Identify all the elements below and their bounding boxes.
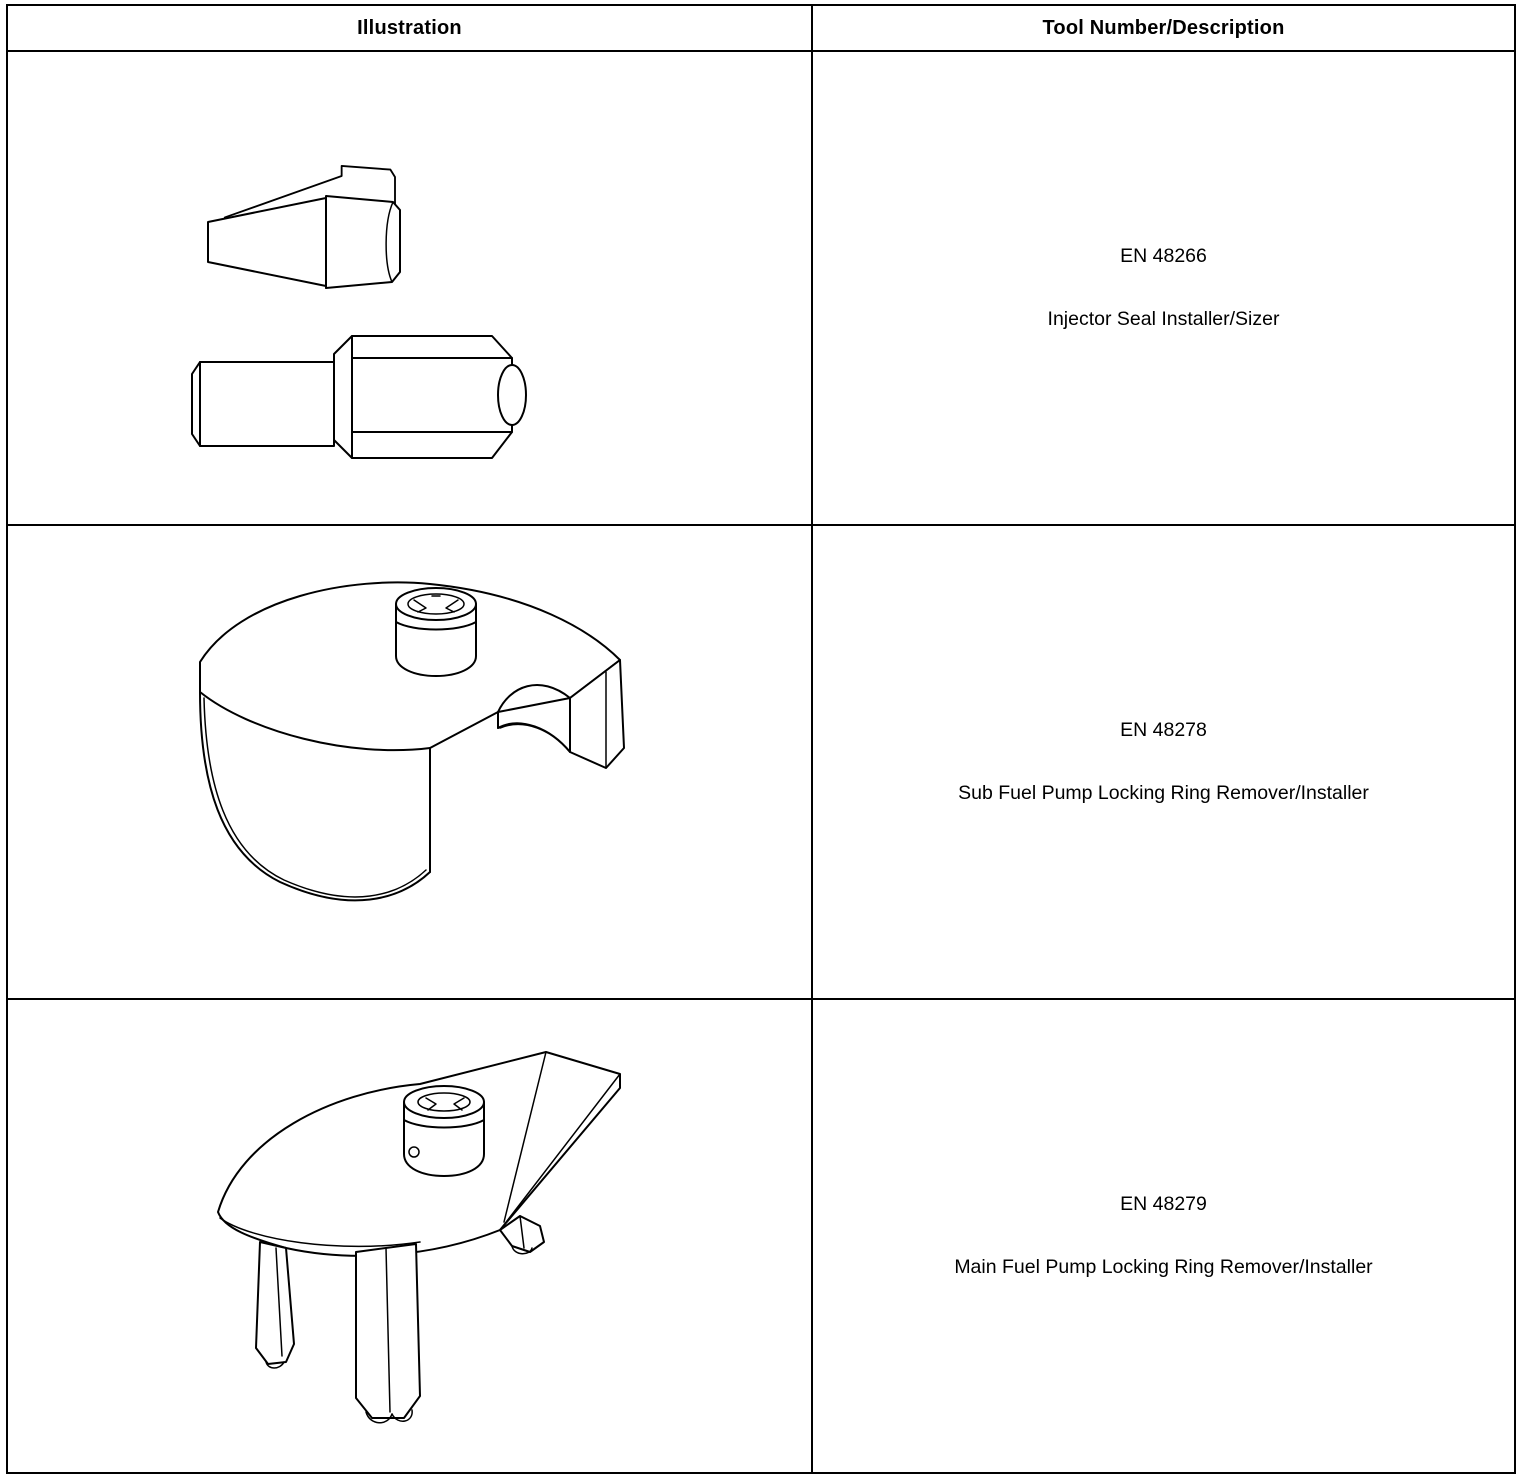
column-header-illustration: Illustration xyxy=(7,5,812,51)
tool-description: Main Fuel Pump Locking Ring Remover/Installer xyxy=(954,1256,1373,1278)
illustration-cell-main-fuel-pump xyxy=(7,999,812,1473)
sub-fuel-pump-locking-ring-tool-illustration xyxy=(100,552,720,972)
description-cell-injector-seal xyxy=(812,51,1515,525)
tool-number: EN 48279 xyxy=(1120,1192,1207,1215)
table-row xyxy=(7,51,1515,525)
tool-description: Sub Fuel Pump Locking Ring Remover/Installer xyxy=(958,782,1369,804)
table-row xyxy=(7,525,1515,999)
tool-number: EN 48266 xyxy=(1120,244,1207,267)
description-cell-sub-fuel-pump xyxy=(812,525,1515,999)
special-tools-table xyxy=(6,4,1516,1474)
tool-number: EN 48278 xyxy=(1120,718,1207,741)
table-header-row xyxy=(7,5,1515,51)
tool-description: Injector Seal Installer/Sizer xyxy=(1047,308,1280,330)
main-fuel-pump-locking-ring-tool-illustration xyxy=(100,1026,720,1446)
illustration-cell-injector-seal xyxy=(7,51,812,525)
illustration-cell-sub-fuel-pump xyxy=(7,525,812,999)
column-header-description: Tool Number/Description xyxy=(812,5,1515,51)
description-cell-main-fuel-pump xyxy=(812,999,1515,1473)
injector-seal-installer-sizer-illustration xyxy=(100,78,720,498)
table-row xyxy=(7,999,1515,1473)
